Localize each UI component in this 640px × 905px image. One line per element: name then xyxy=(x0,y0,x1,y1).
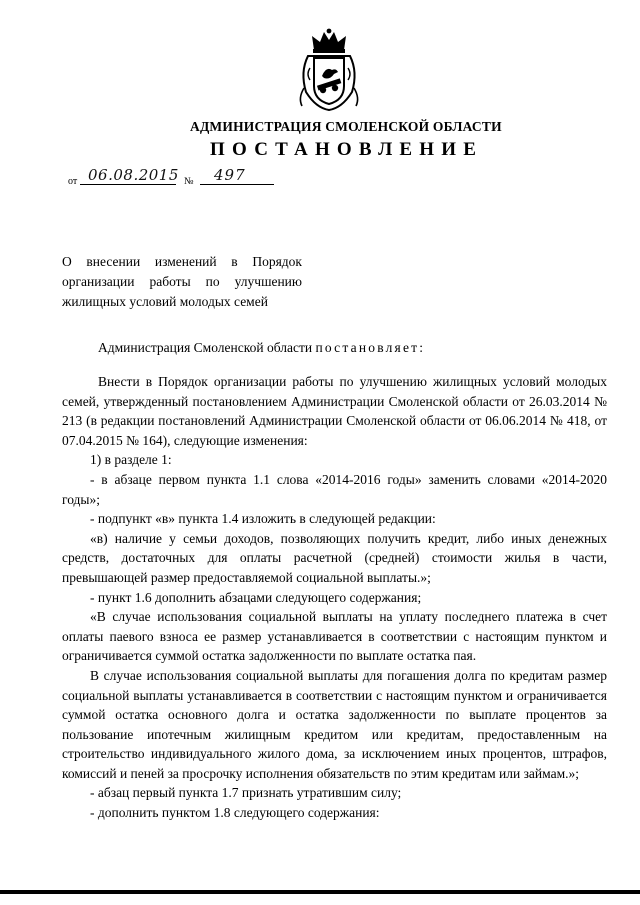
date-number-line xyxy=(68,166,308,188)
date-prefix: от xyxy=(68,176,78,187)
subject-line: организации работы по улучшению xyxy=(62,274,302,289)
subject-line: О внесении изменений в Порядок xyxy=(62,254,302,269)
handwritten-date: 06.08.2015 xyxy=(88,166,179,184)
body-paragraph: - абзац первый пункта 1.7 признать утратившим силу; xyxy=(90,785,402,801)
body-paragraph: В случае использования социальной выплаты для погашения долга по кредитам размер социальной выплаты устанавливается в соответствии с настоящим пунктом и ограничивается суммой остатка основного долга и остатка задолженности по выплате процентов за пользование ипотечным жилищным кредитом или кредитам, предоставленным на строительство индивидуального жилого дома, за исключением иных процентов, штрафов, комиссий и пеней за просрочку исполнения обязательств по этим кредитам или займам.»; xyxy=(62,667,607,781)
body-paragraph: - пункт 1.6 дополнить абзацами следующего содержания; xyxy=(90,589,422,605)
document-body xyxy=(62,372,607,823)
body-paragraph: «в) наличие у семьи доходов, позволяющих получить кредит, либо иных денежных средств, достаточных для оплаты расчетной (средней) стоимости жилья в части, превышающей размер предоставляемой социальной выплаты.»; xyxy=(62,530,607,585)
number-prefix: № xyxy=(184,176,194,187)
subject-block xyxy=(62,252,302,312)
subject-line: жилищных условий молодых семей xyxy=(62,294,268,309)
handwritten-number: 497 xyxy=(214,166,246,184)
body-paragraph: - подпункт «в» пункта 1.4 изложить в следующей редакции: xyxy=(90,511,436,527)
body-paragraph: 1) в разделе 1: xyxy=(90,452,172,468)
document-type-title: ПОСТАНОВЛЕНИЕ xyxy=(210,139,484,160)
body-paragraph: Внести в Порядок организации работы по улучшению жилищных условий молодых семей, утвержденный постановлением Администрации Смоленской области от 26.03.2014 № 213 (в редакции постановлений Администрации Смоленской области от 06.06.2014 № 418, от 07.04.2015 № 164), следующие изменения: xyxy=(62,374,607,448)
preamble xyxy=(98,340,598,356)
preamble-text: Администрация Смоленской области xyxy=(98,340,313,355)
body-paragraph: - дополнить пунктом 1.8 следующего содержания: xyxy=(90,805,380,821)
decree-word: постановляет: xyxy=(315,340,426,355)
page-bottom-rule xyxy=(0,890,640,894)
body-paragraph: - в абзаце первом пункта 1.1 слова «2014-2016 годы» заменить словами «2014-2020 годы»; xyxy=(62,471,607,507)
date-field xyxy=(80,166,179,185)
number-field xyxy=(200,166,274,185)
body-paragraph: «В случае использования социальной выплаты на уплату последнего платежа в счет оплаты паевого взноса ее размер устанавливается в соответствии с настоящим пунктом и ограничивается суммой остатка задолженности по выплате остатка пая. xyxy=(62,609,607,664)
organization-name: АДМИНИСТРАЦИЯ СМОЛЕНСКОЙ ОБЛАСТИ xyxy=(190,119,502,134)
smolensk-coat-of-arms-icon xyxy=(296,28,362,112)
